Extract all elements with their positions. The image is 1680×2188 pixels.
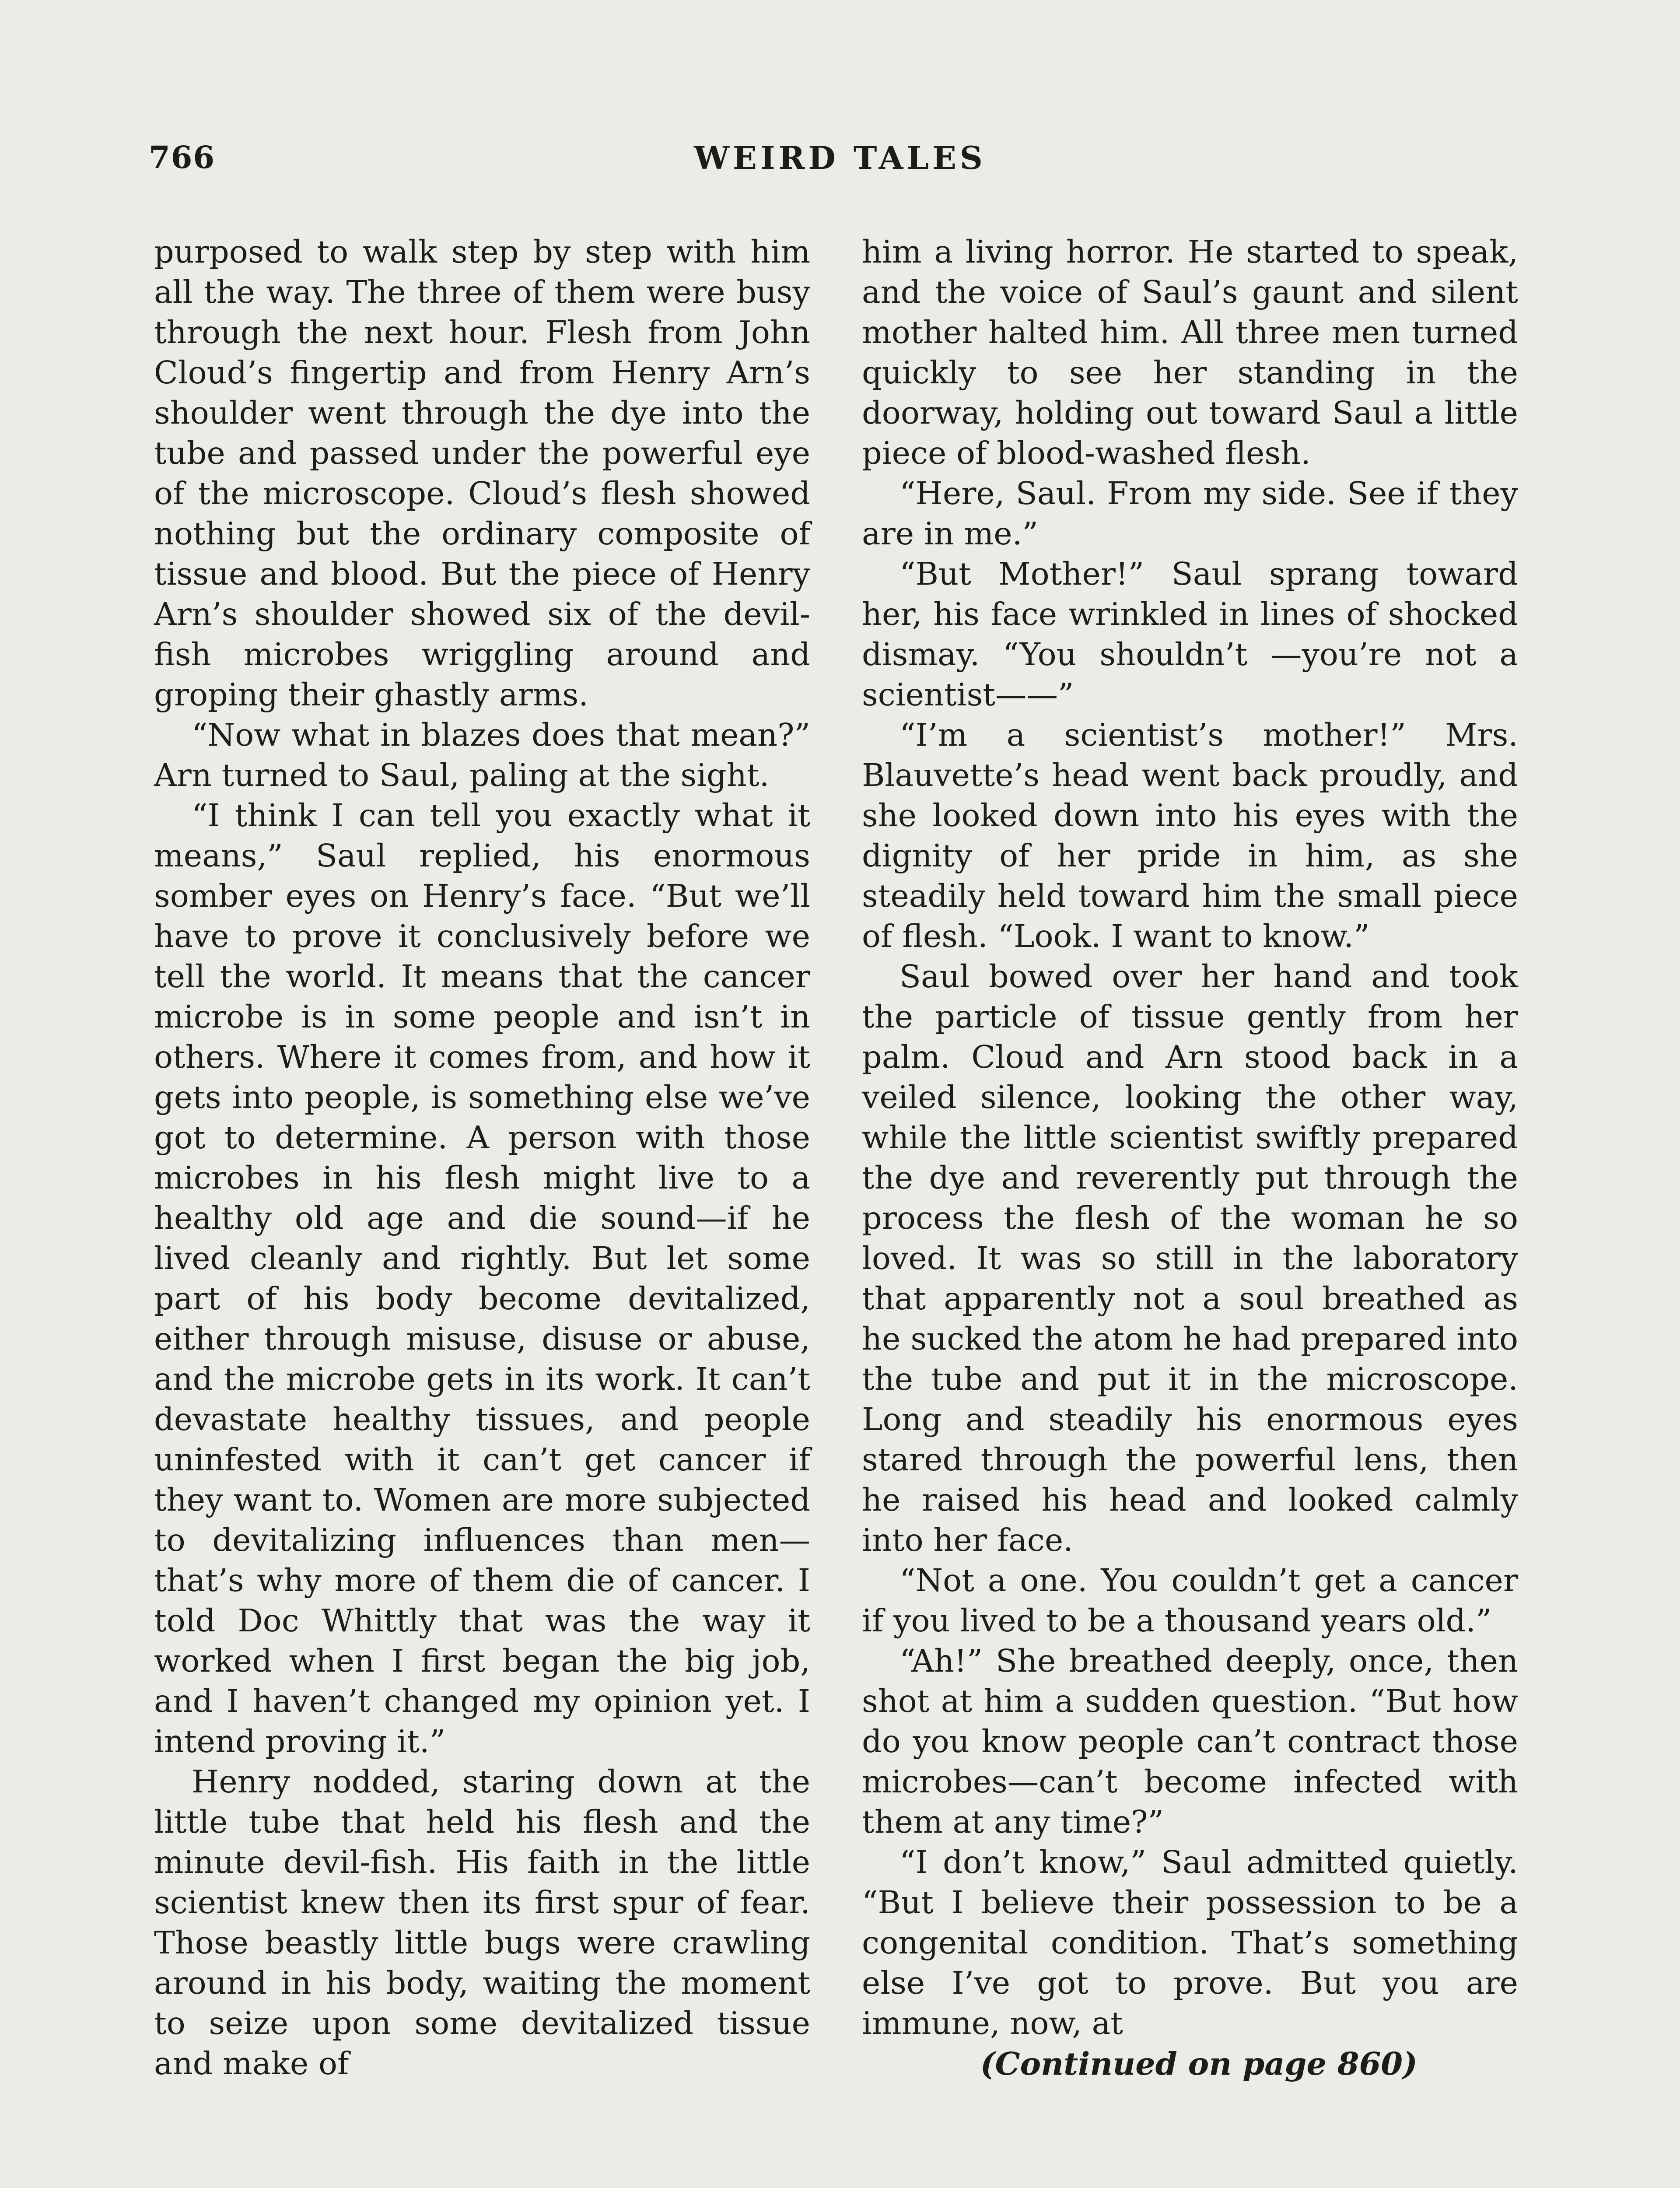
paragraph: “Ah!” She breathed deeply, once, then shot at him a sudden question. “But how do you know people can’t contract those microbes—can’t become infected with them at any time?” bbox=[862, 1643, 1518, 1840]
page-number: 766 bbox=[149, 139, 216, 175]
paragraph: “I’m a scientist’s mother!” Mrs. Blauvette’s head went back proudly, and she looked down into his eyes with the dignity of her pride in him, as she steadily held toward him the small piece of flesh. “Look. I want to know.” bbox=[862, 717, 1518, 954]
paragraph: “Now what in blazes does that mean?” Arn turned to Saul, paling at the sight. bbox=[154, 717, 810, 793]
paragraph: “I think I can tell you exactly what it means,” Saul replied, his enormous somber eyes on Henry’s face. “But we’ll have to prove it conclusively before we tell the world. It means that the cancer microbe is in some people and isn’t in others. Where it comes from, and how it gets into people, is something else we’ve got to determine. A person with those microbes in his flesh might live to a healthy old age and die sound—if he lived cleanly and rightly. But let some part of his body become devitalized, either through misuse, disuse or abuse, and the microbe gets in its work. It can’t devastate healthy tissues, and people uninfested with it can’t get cancer if they want to. Women are more subjected to devitalizing influences than men—that’s why more of them die of cancer. I told Doc Whittly that was the way it worked when I first began the big job, and I haven’t changed my opinion yet. I intend proving it.” bbox=[154, 797, 810, 1760]
paragraph: Saul bowed over her hand and took the particle of tissue gently from her palm. Cloud and Arn stood back in a veiled silence, looking the other way, while the little scientist swiftly prepared the dye and reverently put through the process the flesh of the woman he so loved. It was so still in the laboratory that apparently not a soul breathed as he sucked the atom he had prepared into the tube and put it in the microscope. Long and steadily his enormous eyes stared through the powerful lens, then he raised his head and looked calmly into her face. bbox=[862, 958, 1518, 1558]
paragraph: him a living horror. He started to speak, and the voice of Saul’s gaunt and silent mother halted him. All three men turned quickly to see her standing in the doorway, holding out toward Saul a little piece of blood-washed flesh. bbox=[862, 234, 1518, 471]
right-column bbox=[862, 232, 1518, 2084]
page-header bbox=[149, 139, 1531, 183]
running-head: WEIRD TALES bbox=[694, 139, 986, 176]
left-column bbox=[154, 232, 810, 2084]
paragraph: “Here, Saul. From my side. See if they are in me.” bbox=[862, 475, 1518, 552]
paragraph: Henry nodded, staring down at the little tube that held his flesh and the minute devil-fish. His faith in the little scientist knew then its first spur of fear. Those beastly little bugs were crawling around in his body, waiting the moment to seize upon some devitalized tissue and make of bbox=[154, 1764, 810, 2082]
paragraph: purposed to walk step by step with him all the way. The three of them were busy through the next hour. Flesh from John Cloud’s fingertip and from Henry Arn’s shoulder went through the dye into the tube and passed under the powerful eye of the microscope. Cloud’s flesh showed nothing but the ordinary composite of tissue and blood. But the piece of Henry Arn’s shoulder showed six of the devil-fish microbes wriggling around and groping their ghastly arms. bbox=[154, 234, 810, 713]
paragraph: “I don’t know,” Saul admitted quietly. “But I believe their possession to be a congenital condition. That’s something else I’ve got to prove. But you are immune, now, at bbox=[862, 1844, 1518, 2041]
paragraph: “But Mother!” Saul sprang toward her, his face wrinkled in lines of shocked dismay. “You shouldn’t —you’re not a scientist——” bbox=[862, 556, 1518, 713]
paragraph: “Not a one. You couldn’t get a cancer if you lived to be a thousand years old.” bbox=[862, 1562, 1518, 1639]
continued-note: (Continued on page 860) bbox=[980, 2045, 1418, 2082]
